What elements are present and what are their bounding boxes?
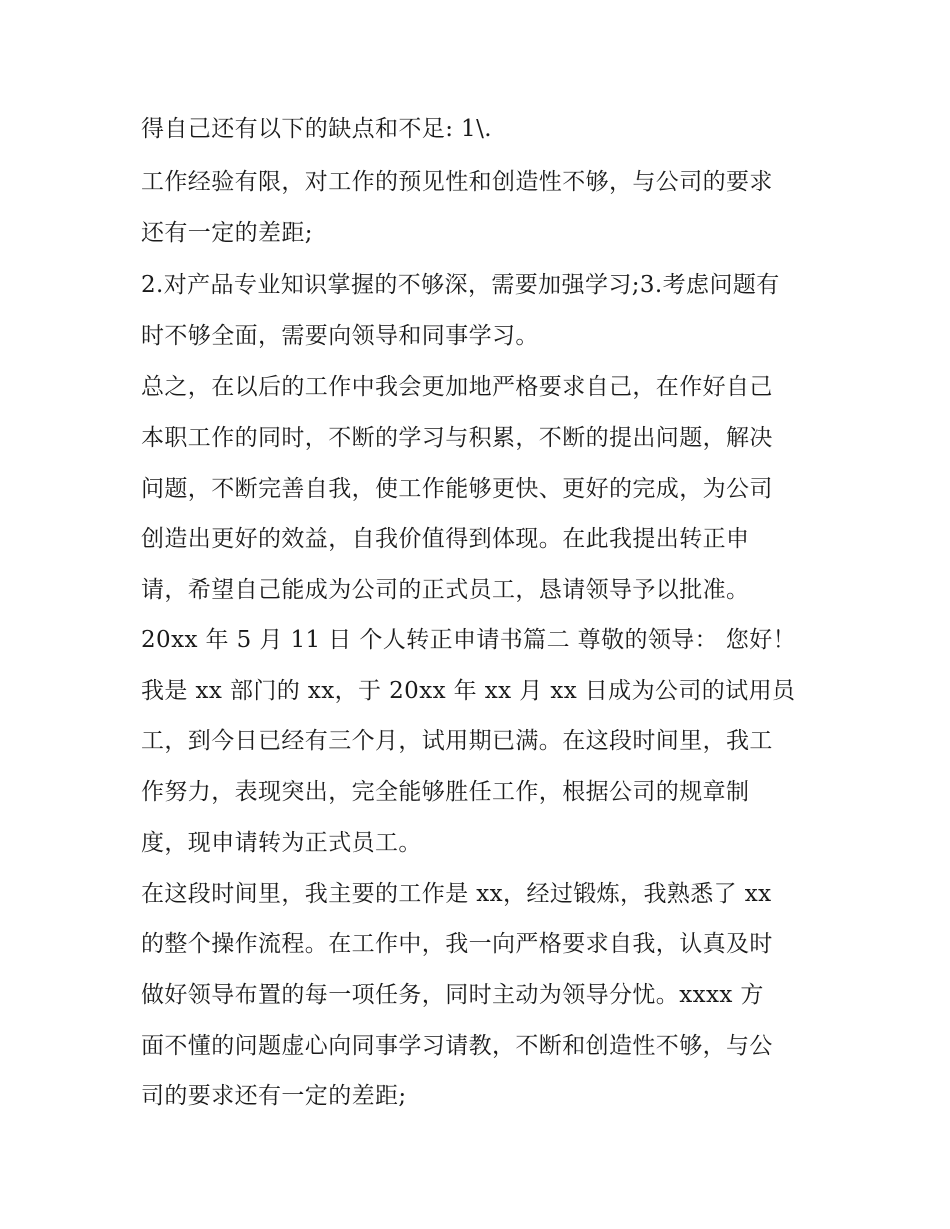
text-line: 请，希望自己能成为公司的正式员工，恳请领导予以批准。 bbox=[141, 577, 750, 603]
text-line: 2.对产品专业知识掌握的不够深，需要加强学习;3.考虑问题有 bbox=[141, 272, 780, 298]
text-line: 总之，在以后的工作中我会更加地严格要求自己，在作好自己 bbox=[141, 374, 773, 400]
text-line: 司的要求还有一定的差距; bbox=[141, 1083, 407, 1109]
text-line: 问题，不断完善自我，使工作能够更快、更好的完成，为公司 bbox=[141, 476, 773, 502]
text-line: 得自己还有以下的缺点和不足: 1\. bbox=[141, 116, 492, 142]
text-line: 还有一定的差距; bbox=[141, 220, 313, 246]
text-line: 我是 xx 部门的 xx，于 20xx 年 xx 月 xx 日成为公司的试用员 bbox=[141, 678, 796, 704]
text-line: 工作经验有限，对工作的预见性和创造性不够，与公司的要求 bbox=[141, 169, 773, 195]
text-line: 面不懂的问题虚心向同事学习请教，不断和创造性不够，与公 bbox=[141, 1033, 773, 1059]
text-line: 本职工作的同时，不断的学习与积累，不断的提出问题，解决 bbox=[141, 425, 773, 451]
text-line: 创造出更好的效益，自我价值得到体现。在此我提出转正申 bbox=[141, 526, 750, 552]
text-line: 的整个操作流程。在工作中，我一向严格要求自我，认真及时 bbox=[141, 931, 773, 957]
text-line: 度，现申请转为正式员工。 bbox=[141, 830, 422, 856]
text-line: 做好领导布置的每一项任务，同时主动为领导分忧。xxxx 方 bbox=[141, 982, 764, 1008]
text-line: 在这段时间里，我主要的工作是 xx，经过锻炼，我熟悉了 xx bbox=[141, 881, 772, 907]
text-line: 20xx 年 5 月 11 日 个人转正申请书篇二 尊敬的领导： 您好！ bbox=[141, 627, 796, 653]
text-line: 作努力，表现突出，完全能够胜任工作，根据公司的规章制 bbox=[141, 779, 750, 805]
text-line: 时不够全面，需要向领导和同事学习。 bbox=[141, 323, 539, 349]
text-line: 工，到今日已经有三个月，试用期已满。在这段时间里，我工 bbox=[141, 728, 773, 754]
